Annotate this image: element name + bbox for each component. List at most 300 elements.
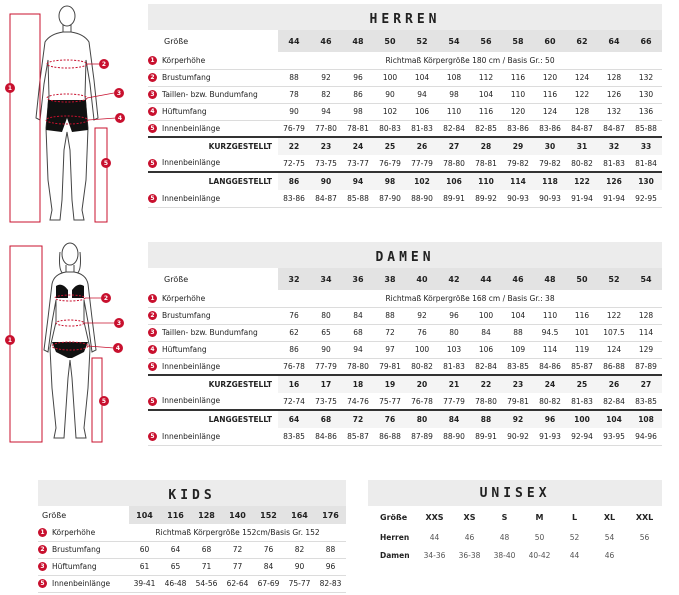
row-label: Körperhöhe bbox=[162, 293, 206, 303]
value-cell: 83-85 bbox=[630, 393, 662, 410]
value-cell: 98 bbox=[342, 103, 374, 120]
size-cell: 50 bbox=[374, 30, 406, 52]
size-cell: 22 bbox=[470, 375, 502, 393]
size-cell: 76 bbox=[374, 410, 406, 428]
value-cell: 96 bbox=[315, 558, 346, 575]
value-cell: 79-82 bbox=[534, 155, 566, 172]
size-cell: 36 bbox=[342, 268, 374, 290]
size-cell: 24 bbox=[534, 375, 566, 393]
value-cell: 84-86 bbox=[534, 358, 566, 375]
value-cell: 102 bbox=[374, 103, 406, 120]
size-cell: 104 bbox=[598, 410, 630, 428]
value-cell: 92-94 bbox=[566, 428, 598, 445]
value-cell: 52 bbox=[569, 532, 580, 542]
size-cell: 96 bbox=[534, 410, 566, 428]
number-badge: 1 bbox=[38, 528, 47, 537]
value-cell: 44 bbox=[429, 532, 440, 542]
size-cell: 94 bbox=[342, 172, 374, 190]
value-cell: 78-80 bbox=[470, 393, 502, 410]
damen-title: DAMEN bbox=[375, 249, 435, 265]
value-cell: 86 bbox=[342, 86, 374, 103]
size-cell: 44 bbox=[278, 30, 310, 52]
value-cell bbox=[627, 546, 662, 564]
value-cell: 104 bbox=[406, 69, 438, 86]
value-cell: 81-83 bbox=[566, 393, 598, 410]
value-cell: 96 bbox=[438, 307, 470, 324]
value-cell: 88-90 bbox=[438, 428, 470, 445]
value-cell: 75-77 bbox=[284, 575, 315, 592]
value-cell: 97 bbox=[374, 341, 406, 358]
value-cell: 54 bbox=[604, 532, 615, 542]
value-cell: 80-82 bbox=[566, 155, 598, 172]
size-cell: L bbox=[571, 512, 578, 522]
marker-1-label: 1 bbox=[7, 337, 13, 344]
value-cell: 94-96 bbox=[630, 428, 662, 445]
value-cell: 88-90 bbox=[406, 190, 438, 207]
value-cell: 34-36 bbox=[423, 550, 446, 560]
value-cell: 101 bbox=[566, 324, 598, 341]
value-cell: 85-88 bbox=[630, 120, 662, 137]
size-cell: 60 bbox=[534, 30, 566, 52]
value-cell: 82-84 bbox=[470, 358, 502, 375]
value-cell: 103 bbox=[438, 341, 470, 358]
value-cell: 100 bbox=[406, 341, 438, 358]
value-cell: 80-82 bbox=[406, 358, 438, 375]
marker-3-label: 3 bbox=[116, 320, 122, 327]
value-cell: 40-42 bbox=[528, 550, 551, 560]
number-badge: 2 bbox=[148, 73, 157, 82]
size-cell: XS bbox=[463, 512, 476, 522]
value-cell: 84-87 bbox=[598, 120, 630, 137]
size-cell: 106 bbox=[438, 172, 470, 190]
value-cell: 65 bbox=[160, 558, 191, 575]
size-cell: 21 bbox=[438, 375, 470, 393]
value-cell: 116 bbox=[502, 69, 534, 86]
size-cell: 164 bbox=[284, 506, 315, 524]
size-cell: XL bbox=[603, 512, 616, 522]
row-label: Taillen- bzw. Bundumfang bbox=[162, 327, 258, 337]
number-badge: 5 bbox=[148, 397, 157, 406]
size-cell: S bbox=[501, 512, 508, 522]
value-cell: 109 bbox=[502, 341, 534, 358]
size-cell: 102 bbox=[406, 172, 438, 190]
marker-5-label: 5 bbox=[103, 160, 109, 167]
value-cell: 71 bbox=[191, 558, 222, 575]
size-cell: 122 bbox=[566, 172, 598, 190]
size-cell: 104 bbox=[129, 506, 160, 524]
row-label: Herren bbox=[380, 532, 410, 542]
value-cell: 106 bbox=[406, 103, 438, 120]
row-label: Körperhöhe bbox=[162, 55, 206, 65]
value-cell: 85-88 bbox=[342, 190, 374, 207]
size-cell: 19 bbox=[374, 375, 406, 393]
value-cell: 61 bbox=[129, 558, 160, 575]
value-cell: 77-79 bbox=[438, 393, 470, 410]
value-cell: 46 bbox=[464, 532, 475, 542]
number-badge: 3 bbox=[148, 328, 157, 337]
value-cell: 73-75 bbox=[310, 155, 342, 172]
value-cell: 87-89 bbox=[406, 428, 438, 445]
size-cell: 118 bbox=[534, 172, 566, 190]
size-cell: 66 bbox=[630, 30, 662, 52]
size-cell: 46 bbox=[310, 30, 342, 52]
value-cell: 48 bbox=[499, 532, 510, 542]
value-cell: 132 bbox=[630, 69, 662, 86]
size-label: Größe bbox=[42, 510, 67, 520]
value-cell: 88 bbox=[278, 69, 310, 86]
unisex-table bbox=[368, 480, 662, 564]
value-cell: 73-77 bbox=[342, 155, 374, 172]
size-cell: 54 bbox=[630, 268, 662, 290]
size-cell: 23 bbox=[502, 375, 534, 393]
value-cell: 83-85 bbox=[278, 428, 310, 445]
herren-table bbox=[148, 4, 662, 208]
size-cell: 22 bbox=[278, 137, 310, 155]
size-cell: 128 bbox=[191, 506, 222, 524]
number-badge: 1 bbox=[148, 56, 157, 65]
size-cell: 116 bbox=[160, 506, 191, 524]
row-label: Hüftumfang bbox=[162, 344, 207, 354]
number-badge: 3 bbox=[38, 562, 47, 571]
unisex-title: UNISEX bbox=[479, 485, 551, 501]
size-cell: 114 bbox=[502, 172, 534, 190]
size-cell: 90 bbox=[310, 172, 342, 190]
value-cell: 62-64 bbox=[222, 575, 253, 592]
value-cell: 76 bbox=[253, 541, 284, 558]
size-cell: 68 bbox=[310, 410, 342, 428]
value-cell: 88 bbox=[374, 307, 406, 324]
value-cell: 90-93 bbox=[502, 190, 534, 207]
size-cell: 20 bbox=[406, 375, 438, 393]
value-cell: 82 bbox=[310, 86, 342, 103]
value-cell: 82-84 bbox=[438, 120, 470, 137]
langgestellt-label: LANGGESTELLT bbox=[148, 172, 278, 190]
value-cell: 86-88 bbox=[598, 358, 630, 375]
value-cell: 129 bbox=[630, 341, 662, 358]
value-cell: 116 bbox=[534, 86, 566, 103]
size-cell: XXL bbox=[635, 512, 654, 522]
value-cell: 79-81 bbox=[374, 358, 406, 375]
marker-2-label: 2 bbox=[103, 295, 109, 302]
number-badge: 2 bbox=[38, 545, 47, 554]
value-cell: 110 bbox=[534, 307, 566, 324]
value-cell: 90 bbox=[284, 558, 315, 575]
value-cell: 128 bbox=[566, 103, 598, 120]
value-cell: 84-86 bbox=[310, 428, 342, 445]
value-cell: 126 bbox=[598, 86, 630, 103]
value-cell: 84 bbox=[470, 324, 502, 341]
size-cell: 46 bbox=[502, 268, 534, 290]
value-cell: 68 bbox=[342, 324, 374, 341]
value-cell: 56 bbox=[639, 532, 650, 542]
value-cell: 91-94 bbox=[598, 190, 630, 207]
number-badge: 5 bbox=[148, 124, 157, 133]
value-cell: 44 bbox=[569, 550, 580, 560]
value-cell: 73-75 bbox=[310, 393, 342, 410]
herren-title: HERREN bbox=[369, 11, 441, 27]
value-cell: 128 bbox=[630, 307, 662, 324]
size-cell: 54 bbox=[438, 30, 470, 52]
value-cell: 78-81 bbox=[342, 120, 374, 137]
value-cell: 122 bbox=[566, 86, 598, 103]
value-cell: 82-85 bbox=[470, 120, 502, 137]
size-cell: 100 bbox=[566, 410, 598, 428]
size-label: Größe bbox=[380, 512, 408, 522]
value-cell: 72 bbox=[374, 324, 406, 341]
size-cell: 130 bbox=[630, 172, 662, 190]
value-cell: 83-85 bbox=[502, 358, 534, 375]
value-cell: 83-86 bbox=[278, 190, 310, 207]
size-cell: 27 bbox=[630, 375, 662, 393]
value-cell: 94 bbox=[342, 341, 374, 358]
value-cell: 76-79 bbox=[374, 155, 406, 172]
value-cell: 91-93 bbox=[534, 428, 566, 445]
value-cell: 78-80 bbox=[438, 155, 470, 172]
value-cell: 114 bbox=[534, 341, 566, 358]
marker-3-label: 3 bbox=[116, 90, 122, 97]
value-cell: 79-82 bbox=[502, 155, 534, 172]
merged-cell: Richtmaß Körpergröße 168 cm / Basis Gr.: 38 bbox=[278, 290, 662, 307]
value-cell: 76 bbox=[278, 307, 310, 324]
value-cell: 36-38 bbox=[458, 550, 481, 560]
size-cell: 32 bbox=[598, 137, 630, 155]
value-cell: 120 bbox=[502, 103, 534, 120]
size-cell: 56 bbox=[470, 30, 502, 52]
row-label: Innenbeinlänge bbox=[162, 123, 221, 133]
value-cell: 65 bbox=[310, 324, 342, 341]
size-cell: 26 bbox=[598, 375, 630, 393]
size-cell: 48 bbox=[342, 30, 374, 52]
value-cell: 90-93 bbox=[534, 190, 566, 207]
number-badge: 4 bbox=[148, 107, 157, 116]
value-cell: 106 bbox=[470, 341, 502, 358]
number-badge: 2 bbox=[148, 311, 157, 320]
value-cell: 104 bbox=[470, 86, 502, 103]
size-cell: 108 bbox=[630, 410, 662, 428]
value-cell: 67-69 bbox=[253, 575, 284, 592]
value-cell: 96 bbox=[342, 69, 374, 86]
value-cell: 82-83 bbox=[315, 575, 346, 592]
row-label: Taillen- bzw. Bundumfang bbox=[162, 89, 258, 99]
value-cell: 78-80 bbox=[342, 358, 374, 375]
size-cell: 92 bbox=[502, 410, 534, 428]
value-cell: 76-79 bbox=[278, 120, 310, 137]
value-cell: 46-48 bbox=[160, 575, 191, 592]
value-cell: 80 bbox=[310, 307, 342, 324]
size-cell: 38 bbox=[374, 268, 406, 290]
size-cell: 16 bbox=[278, 375, 310, 393]
value-cell: 77-79 bbox=[310, 358, 342, 375]
value-cell: 100 bbox=[470, 307, 502, 324]
kurzgestellt-label: KURZGESTELLT bbox=[148, 375, 278, 393]
value-cell: 83-86 bbox=[534, 120, 566, 137]
row-label: Innenbeinlänge bbox=[162, 361, 221, 371]
value-cell: 116 bbox=[470, 103, 502, 120]
row-label: Brustumfang bbox=[162, 310, 211, 320]
value-cell: 132 bbox=[598, 103, 630, 120]
value-cell: 112 bbox=[470, 69, 502, 86]
row-label: Innenbeinlänge bbox=[162, 396, 221, 406]
size-cell: 42 bbox=[438, 268, 470, 290]
value-cell: 50 bbox=[534, 532, 545, 542]
value-cell: 124 bbox=[598, 341, 630, 358]
row-label: Hüftumfang bbox=[52, 561, 97, 571]
value-cell: 94.5 bbox=[534, 324, 566, 341]
size-cell: 18 bbox=[342, 375, 374, 393]
size-cell: 176 bbox=[315, 506, 346, 524]
value-cell: 86-88 bbox=[374, 428, 406, 445]
size-cell: 80 bbox=[406, 410, 438, 428]
value-cell: 77-80 bbox=[310, 120, 342, 137]
marker-2-label: 2 bbox=[101, 61, 107, 68]
value-cell: 90 bbox=[278, 103, 310, 120]
size-cell: 23 bbox=[310, 137, 342, 155]
value-cell: 89-92 bbox=[470, 190, 502, 207]
size-cell: 28 bbox=[470, 137, 502, 155]
row-label: Damen bbox=[380, 550, 410, 560]
row-label: Körperhöhe bbox=[52, 527, 96, 537]
size-cell: 34 bbox=[310, 268, 342, 290]
female-figure bbox=[0, 238, 140, 458]
value-cell: 124 bbox=[534, 103, 566, 120]
value-cell: 104 bbox=[502, 307, 534, 324]
size-cell: 72 bbox=[342, 410, 374, 428]
size-cell: 48 bbox=[534, 268, 566, 290]
value-cell: 90-92 bbox=[502, 428, 534, 445]
value-cell: 81-83 bbox=[406, 120, 438, 137]
value-cell: 85-87 bbox=[566, 358, 598, 375]
value-cell: 84 bbox=[342, 307, 374, 324]
size-cell: 98 bbox=[374, 172, 406, 190]
size-cell: 44 bbox=[470, 268, 502, 290]
size-label: Größe bbox=[164, 36, 189, 46]
value-cell: 88 bbox=[315, 541, 346, 558]
value-cell: 83-86 bbox=[502, 120, 534, 137]
merged-cell: Richtmaß Körpergröße 152cm/Basis Gr. 152 bbox=[129, 524, 346, 541]
value-cell: 93-95 bbox=[598, 428, 630, 445]
value-cell: 76-78 bbox=[406, 393, 438, 410]
row-label: Innenbeinlänge bbox=[162, 431, 221, 441]
marker-5-label: 5 bbox=[101, 398, 107, 405]
value-cell: 72-74 bbox=[278, 393, 310, 410]
row-label: Hüftumfang bbox=[162, 106, 207, 116]
value-cell: 122 bbox=[598, 307, 630, 324]
value-cell: 46 bbox=[604, 550, 615, 560]
value-cell: 78 bbox=[278, 86, 310, 103]
value-cell: 75-77 bbox=[374, 393, 406, 410]
value-cell: 76 bbox=[406, 324, 438, 341]
value-cell: 68 bbox=[191, 541, 222, 558]
row-label: Innenbeinlänge bbox=[162, 158, 221, 168]
male-figure bbox=[0, 0, 140, 235]
kids-title: KIDS bbox=[168, 487, 216, 503]
value-cell: 77-79 bbox=[406, 155, 438, 172]
value-cell: 89-91 bbox=[438, 190, 470, 207]
size-cell: XXS bbox=[425, 512, 444, 522]
number-badge: 5 bbox=[38, 579, 47, 588]
value-cell: 81-83 bbox=[598, 155, 630, 172]
size-cell: 27 bbox=[438, 137, 470, 155]
value-cell: 79-81 bbox=[502, 393, 534, 410]
value-cell: 82-84 bbox=[598, 393, 630, 410]
number-badge: 5 bbox=[148, 159, 157, 168]
value-cell: 114 bbox=[630, 324, 662, 341]
value-cell: 116 bbox=[566, 307, 598, 324]
value-cell: 128 bbox=[598, 69, 630, 86]
value-cell: 94 bbox=[310, 103, 342, 120]
number-badge: 5 bbox=[148, 362, 157, 371]
size-cell: 52 bbox=[406, 30, 438, 52]
value-cell: 80-83 bbox=[374, 120, 406, 137]
size-cell: 152 bbox=[253, 506, 284, 524]
value-cell: 91-94 bbox=[566, 190, 598, 207]
value-cell: 80 bbox=[438, 324, 470, 341]
size-cell: 110 bbox=[470, 172, 502, 190]
marker-1-label: 1 bbox=[7, 85, 13, 92]
value-cell: 90 bbox=[374, 86, 406, 103]
value-cell: 124 bbox=[566, 69, 598, 86]
number-badge: 5 bbox=[148, 432, 157, 441]
row-label: Brustumfang bbox=[52, 544, 101, 554]
value-cell: 130 bbox=[630, 86, 662, 103]
value-cell: 108 bbox=[438, 69, 470, 86]
value-cell: 72-75 bbox=[278, 155, 310, 172]
kids-table bbox=[38, 480, 346, 593]
value-cell: 38-40 bbox=[493, 550, 516, 560]
size-cell: 58 bbox=[502, 30, 534, 52]
value-cell: 84-87 bbox=[310, 190, 342, 207]
number-badge: 1 bbox=[148, 294, 157, 303]
value-cell: 98 bbox=[438, 86, 470, 103]
value-cell: 77 bbox=[222, 558, 253, 575]
value-cell: 81-84 bbox=[630, 155, 662, 172]
kurzgestellt-label: KURZGESTELLT bbox=[148, 137, 278, 155]
value-cell: 120 bbox=[534, 69, 566, 86]
size-cell: 62 bbox=[566, 30, 598, 52]
merged-cell: Richtmaß Körpergröße 180 cm / Basis Gr.: 50 bbox=[278, 52, 662, 69]
size-cell: M bbox=[535, 512, 544, 522]
number-badge: 5 bbox=[148, 194, 157, 203]
size-cell: 126 bbox=[598, 172, 630, 190]
size-cell: 26 bbox=[406, 137, 438, 155]
value-cell: 90 bbox=[310, 341, 342, 358]
value-cell: 110 bbox=[438, 103, 470, 120]
damen-table bbox=[148, 242, 662, 446]
value-cell: 76-78 bbox=[278, 358, 310, 375]
value-cell: 60 bbox=[129, 541, 160, 558]
marker-4-label: 4 bbox=[117, 115, 123, 122]
value-cell: 84-87 bbox=[566, 120, 598, 137]
value-cell: 54-56 bbox=[191, 575, 222, 592]
value-cell: 81-83 bbox=[438, 358, 470, 375]
value-cell: 89-91 bbox=[470, 428, 502, 445]
value-cell: 100 bbox=[374, 69, 406, 86]
value-cell: 82 bbox=[284, 541, 315, 558]
value-cell: 92 bbox=[406, 307, 438, 324]
size-cell: 29 bbox=[502, 137, 534, 155]
size-label: Größe bbox=[164, 274, 189, 284]
size-cell: 64 bbox=[598, 30, 630, 52]
number-badge: 3 bbox=[148, 90, 157, 99]
size-cell: 31 bbox=[566, 137, 598, 155]
size-cell: 24 bbox=[342, 137, 374, 155]
size-cell: 32 bbox=[278, 268, 310, 290]
value-cell: 110 bbox=[502, 86, 534, 103]
size-cell: 86 bbox=[278, 172, 310, 190]
value-cell: 119 bbox=[566, 341, 598, 358]
number-badge: 4 bbox=[148, 345, 157, 354]
size-cell: 88 bbox=[470, 410, 502, 428]
